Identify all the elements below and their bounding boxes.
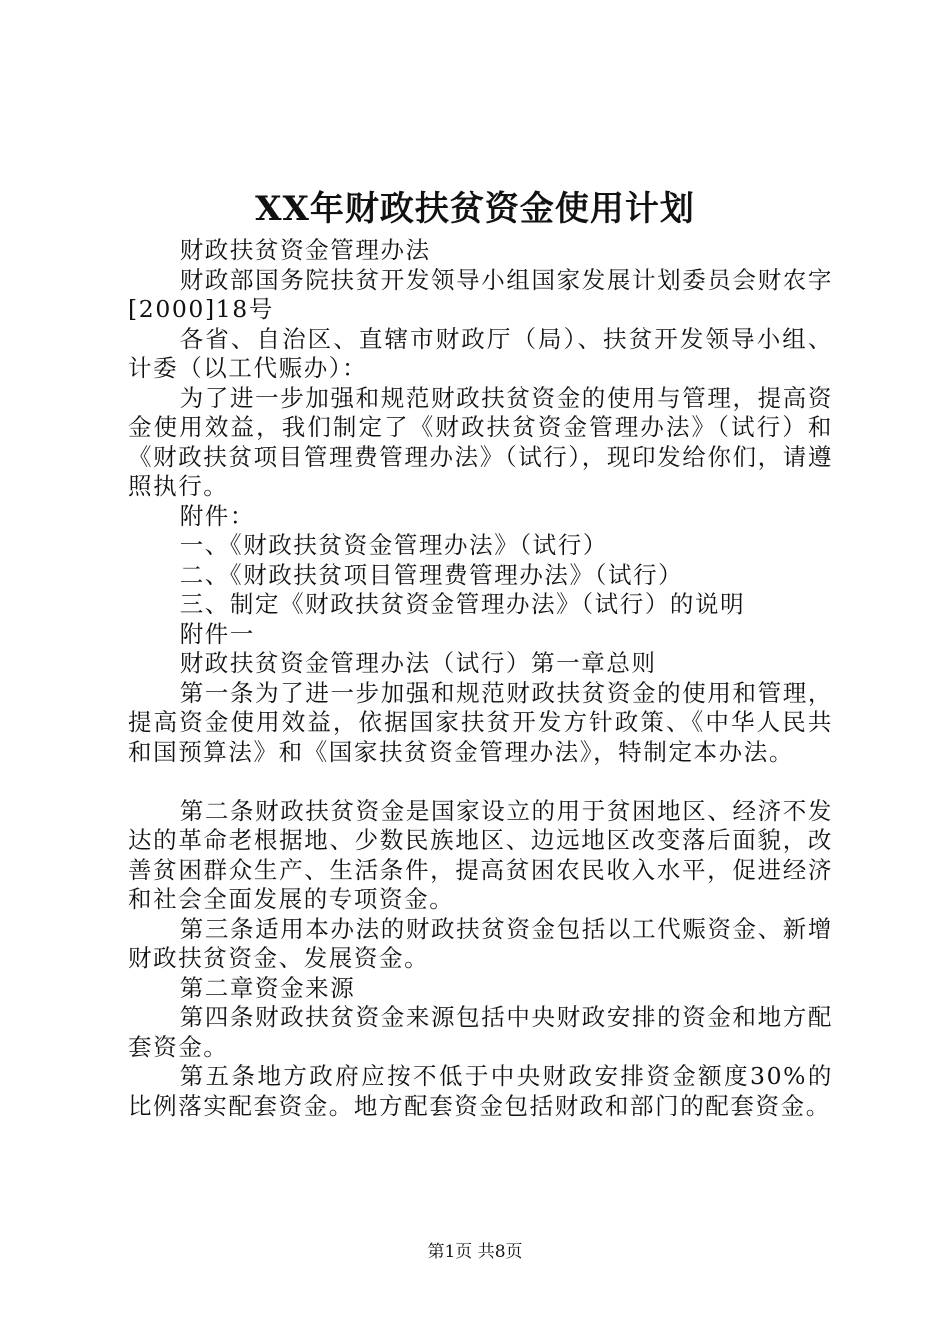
paragraph-article-5: 第五条地方政府应按不低于中央财政安排资金额度30%的比例落实配套资金。地方配套资金包括财政和部门的配套资金。 (128, 1062, 833, 1120)
paragraph-addressees: 各省、自治区、直辖市财政厅（局）、扶贫开发领导小组、计委（以工代赈办）： (128, 324, 833, 382)
paragraph-issuer: 财政部国务院扶贫开发领导小组国家发展计划委员会财农字[2000]18号 (128, 265, 833, 323)
blank-line (128, 767, 833, 797)
paragraph-article-4: 第四条财政扶贫资金来源包括中央财政安排的资金和地方配套资金。 (128, 1003, 833, 1061)
paragraph-article-1: 第一条为了进一步加强和规范财政扶贫资金的使用和管理，提高资金使用效益，依据国家扶贫开发方针政策、《中华人民共和国预算法》和《国家扶贫资金管理办法》，特制定本办法。 (128, 678, 833, 766)
page-number-footer: 第1页 共8页 (427, 1242, 523, 1262)
paragraph-attachment-one-heading: 附件一 (179, 619, 255, 648)
paragraph-article-3: 第三条适用本办法的财政扶贫资金包括以工代赈资金、新增财政扶贫资金、发展资金。 (128, 914, 833, 972)
document-body (128, 236, 833, 1121)
paragraph-article-2: 第二条财政扶贫资金是国家设立的用于贫困地区、经济不发达的革命老根据地、少数民族地区、边远地区改变落后面貌，改善贫困群众生产、生活条件，提高贫困农民收入水平，促进经济和社会全面发展的专项资金。 (128, 796, 833, 913)
paragraph-attachment-3: 三、制定《财政扶贫资金管理办法》（试行）的说明 (179, 590, 746, 618)
document-title: XX年财政扶贫资金使用计划 (255, 189, 695, 229)
paragraph-heading-method: 财政扶贫资金管理办法 (179, 236, 431, 264)
paragraph-chapter-1-heading: 财政扶贫资金管理办法（试行）第一章总则 (179, 649, 657, 677)
paragraph-attachment-1: 一、《财政扶贫资金管理办法》（试行） (179, 531, 608, 559)
paragraph-notice: 为了进一步加强和规范财政扶贫资金的使用与管理，提高资金使用效益，我们制定了《财政扶贫资金管理办法》（试行）和《财政扶贫项目管理费管理办法》（试行），现印发给你们，请遵照执行。 (128, 383, 833, 500)
paragraph-chapter-2-heading: 第二章资金来源 (179, 973, 356, 1002)
paragraph-attachment-2: 二、《财政扶贫项目管理费管理办法》（试行） (179, 560, 684, 589)
paragraph-attachments-label: 附件： (179, 501, 255, 530)
